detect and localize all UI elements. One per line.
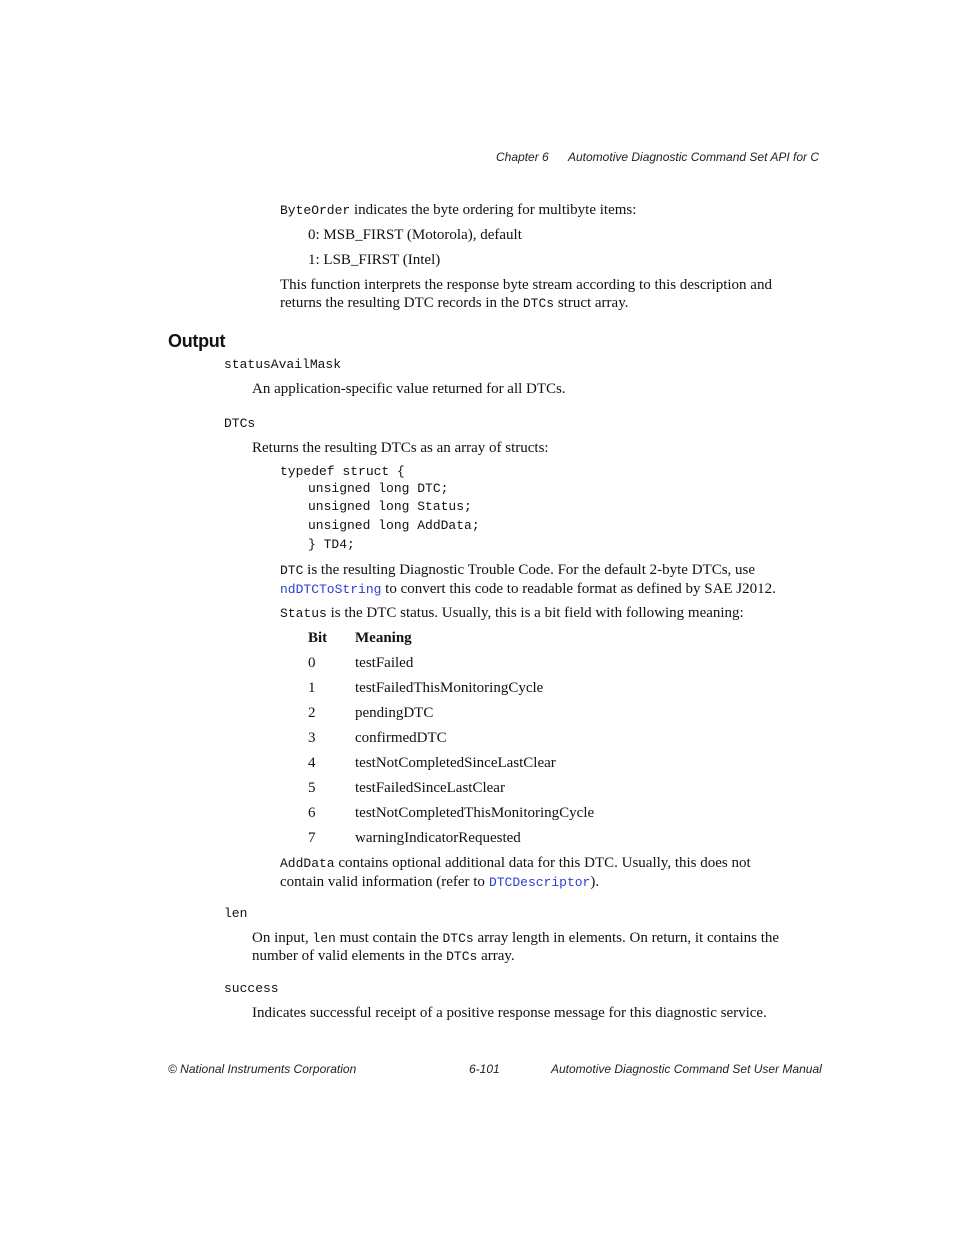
- code-line: unsigned long Status;: [308, 499, 472, 514]
- adddata-text-2: contain valid information (refer to: [280, 874, 485, 890]
- dtc-desc-line-1: [280, 561, 755, 580]
- interpret-text-a: returns the resulting DTC records in the: [280, 295, 520, 311]
- dtc-desc-line-2: [280, 580, 776, 599]
- adddata-code: AddData: [280, 856, 335, 871]
- table-cell-meaning: testNotCompletedSinceLastClear: [355, 755, 556, 771]
- interpret-text-b: struct array.: [557, 295, 629, 311]
- code-line: typedef struct {: [280, 464, 405, 479]
- interpret-code-dtcs: DTCs: [522, 296, 555, 311]
- running-header-chapter: Chapter 6: [496, 150, 549, 164]
- dtc-desc-text: is the resulting Diagnostic Trouble Code. For the default 2-byte DTCs, use: [307, 562, 756, 578]
- table-header-meaning: Meaning: [355, 630, 412, 646]
- table-cell-meaning: testFailedThisMonitoringCycle: [355, 680, 544, 696]
- status-desc-line: [280, 604, 744, 623]
- status-code: Status: [280, 606, 327, 621]
- table-cell-meaning: testFailedSinceLastClear: [355, 780, 505, 796]
- param-statusavailmask: statusAvailMask: [224, 357, 342, 372]
- byteorder-option-1: 1: LSB_FIRST (Intel): [308, 252, 441, 268]
- link-nddtctostring[interactable]: ndDTCToString: [280, 582, 382, 597]
- table-cell-meaning: pendingDTC: [355, 705, 434, 721]
- code-line: unsigned long DTC;: [308, 481, 449, 496]
- table-cell-meaning: confirmedDTC: [355, 730, 447, 746]
- table-cell-bit: 6: [308, 805, 316, 821]
- table-cell-bit: 3: [308, 730, 316, 746]
- param-len: len: [224, 906, 248, 921]
- adddata-text-1: contains optional additional data for this DTC. Usually, this does not: [338, 855, 751, 871]
- table-cell-bit: 1: [308, 680, 316, 696]
- len-code-dtcs: DTCs: [442, 931, 474, 946]
- table-cell-bit: 2: [308, 705, 316, 721]
- byteorder-paragraph: [280, 201, 636, 220]
- table-cell-bit: 5: [308, 780, 316, 796]
- table-header-bit: Bit: [308, 630, 328, 646]
- adddata-line-1: [280, 854, 751, 873]
- param-dtcs: DTCs: [224, 416, 256, 431]
- footer-manual-title: Automotive Diagnostic Command Set User Manual: [551, 1062, 822, 1076]
- len-text-c: array length in elements. On return, it contains the: [477, 930, 780, 946]
- table-cell-bit: 4: [308, 755, 316, 771]
- table-cell-meaning: warningIndicatorRequested: [355, 830, 521, 846]
- len-code-dtcs-2: DTCs: [446, 949, 478, 964]
- success-desc: Indicates successful receipt of a positive response message for this diagnostic service.: [252, 1005, 767, 1021]
- dtcs-desc: Returns the resulting DTCs as an array of structs:: [252, 440, 549, 456]
- param-success: success: [224, 981, 279, 996]
- output-heading: Output: [168, 331, 226, 351]
- byteorder-option-0: 0: MSB_FIRST (Motorola), default: [308, 227, 522, 243]
- link-dtcdescriptor[interactable]: DTCDescriptor: [488, 875, 591, 890]
- interpret-line-2: [280, 294, 629, 313]
- len-code-len: len: [312, 931, 336, 946]
- status-desc-text: is the DTC status. Usually, this is a bit field with following meaning:: [330, 605, 744, 621]
- adddata-line-2: [280, 873, 599, 892]
- statusavailmask-desc: An application-specific value returned for all DTCs.: [252, 381, 566, 397]
- adddata-text-3: ).: [590, 874, 600, 890]
- table-cell-bit: 0: [308, 655, 316, 671]
- table-cell-meaning: testFailed: [355, 655, 414, 671]
- footer-page-number: 6-101: [469, 1062, 500, 1076]
- len-text-e: array.: [481, 948, 515, 964]
- code-line: unsigned long AddData;: [308, 518, 480, 533]
- dtc-code: DTC: [280, 563, 304, 578]
- len-text-d: number of valid elements in the: [252, 948, 443, 964]
- code-line: } TD4;: [308, 537, 355, 552]
- byteorder-desc: indicates the byte ordering for multibyte items:: [353, 202, 637, 218]
- interpret-line-1: This function interprets the response byte stream according to this description and: [280, 277, 772, 293]
- table-cell-bit: 7: [308, 830, 316, 846]
- len-text-a: On input,: [252, 930, 309, 946]
- len-desc-line-1: [252, 929, 779, 948]
- running-header-title: Automotive Diagnostic Command Set API for C: [568, 150, 819, 164]
- len-desc-line-2: [252, 947, 515, 966]
- footer-copyright: © National Instruments Corporation: [168, 1062, 357, 1076]
- byteorder-param: ByteOrder: [280, 203, 351, 218]
- table-cell-meaning: testNotCompletedThisMonitoringCycle: [355, 805, 595, 821]
- len-text-b: must contain the: [339, 930, 439, 946]
- dtc-desc-text-2: to convert this code to readable format as defined by SAE J2012.: [385, 581, 776, 597]
